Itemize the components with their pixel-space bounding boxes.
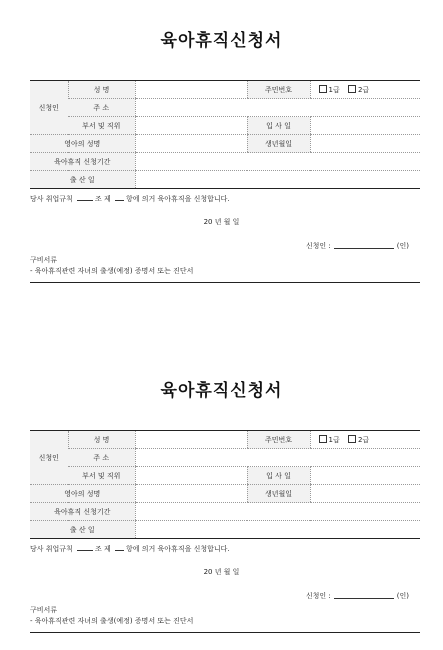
leave-period-field[interactable]: [135, 503, 420, 521]
option-2: 2급: [357, 435, 370, 444]
option-1: 1급: [328, 85, 340, 94]
applicant-group-label: 신청인: [30, 431, 68, 485]
due-date-label: 출 산 일: [30, 171, 135, 189]
clause-blank[interactable]: [115, 543, 124, 551]
seal-mark: (인): [396, 592, 409, 600]
signer-label: 신청인 :: [305, 242, 331, 250]
due-date-label: 출 산 일: [30, 521, 135, 539]
infant-name-field[interactable]: [135, 135, 247, 153]
infant-name-label: 영아의 성명: [30, 485, 135, 503]
article-blank[interactable]: [77, 543, 93, 551]
date-line: 20 년 월 일: [203, 568, 240, 576]
birth-date-field[interactable]: [310, 135, 420, 153]
address-label: 주 소: [68, 99, 135, 117]
resident-number-label: 주민번호: [247, 431, 310, 449]
dept-position-field[interactable]: [135, 467, 247, 485]
name-field[interactable]: [135, 81, 247, 99]
seal-mark: (인): [396, 242, 409, 250]
checkbox-icon[interactable]: [348, 435, 356, 443]
due-date-field[interactable]: [135, 521, 420, 539]
regulation-note: [30, 543, 230, 554]
leave-application-form-1: [0, 0, 443, 300]
signature-line: [306, 591, 409, 601]
leave-period-label: 육아휴직 신청기간: [30, 503, 135, 521]
docs-title: 구비서류: [30, 606, 58, 614]
address-label: 주 소: [68, 449, 135, 467]
birth-date-field[interactable]: [310, 485, 420, 503]
docs-item: - 육아휴직관련 자녀의 출생(예정) 증명서 또는 진단서: [30, 617, 194, 625]
note-article: 조 제: [95, 545, 111, 553]
grade-options[interactable]: [310, 81, 420, 99]
form-title: 육아휴직신청서: [160, 31, 283, 51]
birth-date-label: 생년월일: [247, 485, 310, 503]
name-field[interactable]: [135, 431, 247, 449]
docs-title: 구비서류: [30, 256, 58, 264]
address-field[interactable]: [135, 449, 420, 467]
required-documents: [30, 255, 193, 277]
hire-date-label: 입 사 일: [247, 117, 310, 135]
note-suffix: 항에 의거 육아휴직을 신청합니다.: [126, 545, 230, 553]
resident-number-label: 주민번호: [247, 81, 310, 99]
bottom-rule: [30, 282, 420, 283]
leave-application-form-2: [0, 350, 443, 650]
infant-name-field[interactable]: [135, 485, 247, 503]
checkbox-icon[interactable]: [348, 85, 356, 93]
infant-name-label: 영아의 성명: [30, 135, 135, 153]
note-article: 조 제: [95, 195, 111, 203]
dept-position-label: 부서 및 직위: [68, 467, 135, 485]
note-prefix: 당사 취업규칙: [30, 545, 73, 553]
name-label: 성 명: [68, 81, 135, 99]
dept-position-field[interactable]: [135, 117, 247, 135]
date-line: 20 년 월 일: [203, 218, 240, 226]
article-blank[interactable]: [77, 193, 93, 201]
option-2: 2급: [357, 85, 370, 94]
form-title: 육아휴직신청서: [160, 381, 283, 401]
checkbox-icon[interactable]: [319, 435, 327, 443]
name-label: 성 명: [68, 431, 135, 449]
bottom-rule: [30, 632, 420, 633]
hire-date-field[interactable]: [310, 467, 420, 485]
option-1: 1급: [328, 435, 340, 444]
signer-label: 신청인 :: [305, 592, 331, 600]
clause-blank[interactable]: [115, 193, 124, 201]
note-prefix: 당사 취업규칙: [30, 195, 73, 203]
address-field[interactable]: [135, 99, 420, 117]
applicant-group-label: 신청인: [30, 81, 68, 135]
required-documents: [30, 605, 193, 627]
hire-date-label: 입 사 일: [247, 467, 310, 485]
checkbox-icon[interactable]: [319, 85, 327, 93]
signature-line: [306, 241, 409, 251]
regulation-note: [30, 193, 230, 204]
note-suffix: 항에 의거 육아휴직을 신청합니다.: [126, 195, 230, 203]
birth-date-label: 생년월일: [247, 135, 310, 153]
grade-options[interactable]: [310, 431, 420, 449]
signer-blank[interactable]: [334, 591, 394, 599]
leave-period-label: 육아휴직 신청기간: [30, 153, 135, 171]
dept-position-label: 부서 및 직위: [68, 117, 135, 135]
due-date-field[interactable]: [135, 171, 420, 189]
leave-period-field[interactable]: [135, 153, 420, 171]
docs-item: - 육아휴직관련 자녀의 출생(예정) 증명서 또는 진단서: [30, 267, 194, 275]
hire-date-field[interactable]: [310, 117, 420, 135]
applicant-table: [30, 80, 420, 189]
signer-blank[interactable]: [334, 241, 394, 249]
applicant-table: [30, 430, 420, 539]
